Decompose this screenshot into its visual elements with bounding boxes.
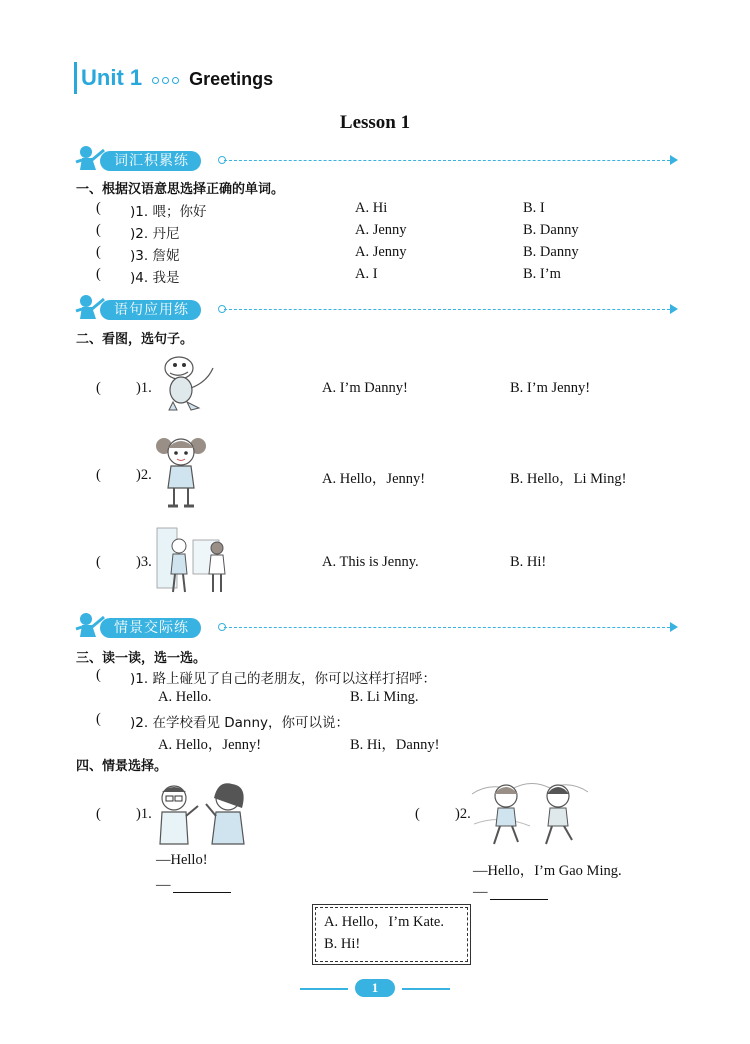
unit-dots xyxy=(152,77,179,84)
list-item-options xyxy=(96,733,656,755)
section2-heading: 二、看图，选句子。 xyxy=(76,332,194,347)
option-b[interactable]: B. Hi! xyxy=(510,554,547,570)
option-b[interactable]: B. Danny xyxy=(523,222,579,238)
list-item: ( )4. 我是 A. I B. I’m xyxy=(96,266,561,286)
section3-list xyxy=(96,667,656,755)
section4-heading: 四、情景选择。 xyxy=(76,759,168,774)
option-a[interactable]: A. I’m Danny! xyxy=(322,380,408,396)
section1-heading: 一、根据汉语意思选择正确的单词。 xyxy=(76,182,285,197)
list-item: ( )3. 詹妮 A. Jenny B. Danny xyxy=(96,244,579,264)
unit-label: Unit 1 xyxy=(81,65,143,90)
arrow-right-icon xyxy=(670,304,678,314)
option-b[interactable]: B. Hello，Li Ming! xyxy=(510,471,627,487)
option-a[interactable]: A. Hello. xyxy=(158,689,212,705)
list-item: ( )1. A. I’m Danny! B. I’m Jenny! xyxy=(96,380,591,396)
girl-illustration xyxy=(156,430,206,516)
arrow-right-icon xyxy=(670,155,678,165)
list-item: ( )2. 在学校看见 Danny，你可以说： xyxy=(96,711,349,731)
dialogue-line: —Hello，I’m Gao Ming. xyxy=(473,863,622,879)
page-number: 1 xyxy=(300,978,450,998)
section-banner-vocab xyxy=(74,148,678,174)
list-item: ( )1. 路上碰见了自己的老朋友，你可以这样打招呼： xyxy=(96,667,436,687)
list-item: ( )2. A. Hello，Jenny! B. Hello，Li Ming! xyxy=(96,467,627,487)
option-b[interactable]: B. Li Ming. xyxy=(350,689,419,705)
list-item: ( )3. A. This is Jenny. B. Hi! xyxy=(96,554,547,570)
option-b[interactable]: B. Danny xyxy=(523,244,579,260)
option-a[interactable]: A. Hi xyxy=(355,200,388,216)
options-box xyxy=(315,907,468,962)
unit-header xyxy=(74,60,273,96)
lesson-title: Lesson 1 xyxy=(339,112,411,133)
banner-label: 语句应用练 xyxy=(100,300,201,320)
option-a[interactable]: A. Hello，Jenny! xyxy=(158,737,262,753)
option-b[interactable]: B. Hi! xyxy=(324,936,361,952)
list-item: ( )1. xyxy=(96,806,152,822)
dinosaur-illustration xyxy=(155,352,220,414)
introduction-illustration xyxy=(155,522,233,600)
list-item: ( )2. 丹尼 A. Jenny B. Danny xyxy=(96,222,579,242)
dialogue-line: —Hello! xyxy=(156,852,208,868)
unit-title: Greetings xyxy=(189,68,274,89)
list-item: ( )2. xyxy=(415,806,471,822)
section-banner-sentence xyxy=(74,297,678,323)
dialogue-answer: — xyxy=(156,874,231,896)
section3-heading: 三、读一读，选一选。 xyxy=(76,651,207,666)
unit-bar xyxy=(74,62,77,94)
banner-label: 词汇积累练 xyxy=(100,151,201,171)
two-kids-greeting-illustration xyxy=(152,778,254,846)
section1-list xyxy=(96,200,656,288)
option-b[interactable]: B. I’m xyxy=(523,266,561,282)
option-a[interactable]: A. I xyxy=(355,266,378,282)
list-item: ( )1. 喂；你好 A. Hi B. I xyxy=(96,200,545,220)
option-b[interactable]: B. Hi，Danny! xyxy=(350,737,440,753)
option-a[interactable]: A. Jenny xyxy=(355,244,407,260)
option-a[interactable]: A. Jenny xyxy=(355,222,407,238)
list-item-options xyxy=(96,689,656,711)
answer-blank[interactable] xyxy=(490,899,548,900)
two-kids-running-illustration xyxy=(470,774,590,852)
answer-blank[interactable] xyxy=(173,892,231,893)
option-b[interactable]: B. I’m Jenny! xyxy=(510,380,591,396)
dialogue-answer: — xyxy=(473,881,548,903)
option-a[interactable]: A. Hello，I’m Kate. xyxy=(324,914,444,930)
option-a[interactable]: A. This is Jenny. xyxy=(322,554,419,570)
arrow-right-icon xyxy=(670,622,678,632)
option-a[interactable]: A. Hello，Jenny! xyxy=(322,471,426,487)
banner-label: 情景交际练 xyxy=(100,618,201,638)
option-b[interactable]: B. I xyxy=(523,200,545,216)
section-banner-situation xyxy=(74,615,678,641)
